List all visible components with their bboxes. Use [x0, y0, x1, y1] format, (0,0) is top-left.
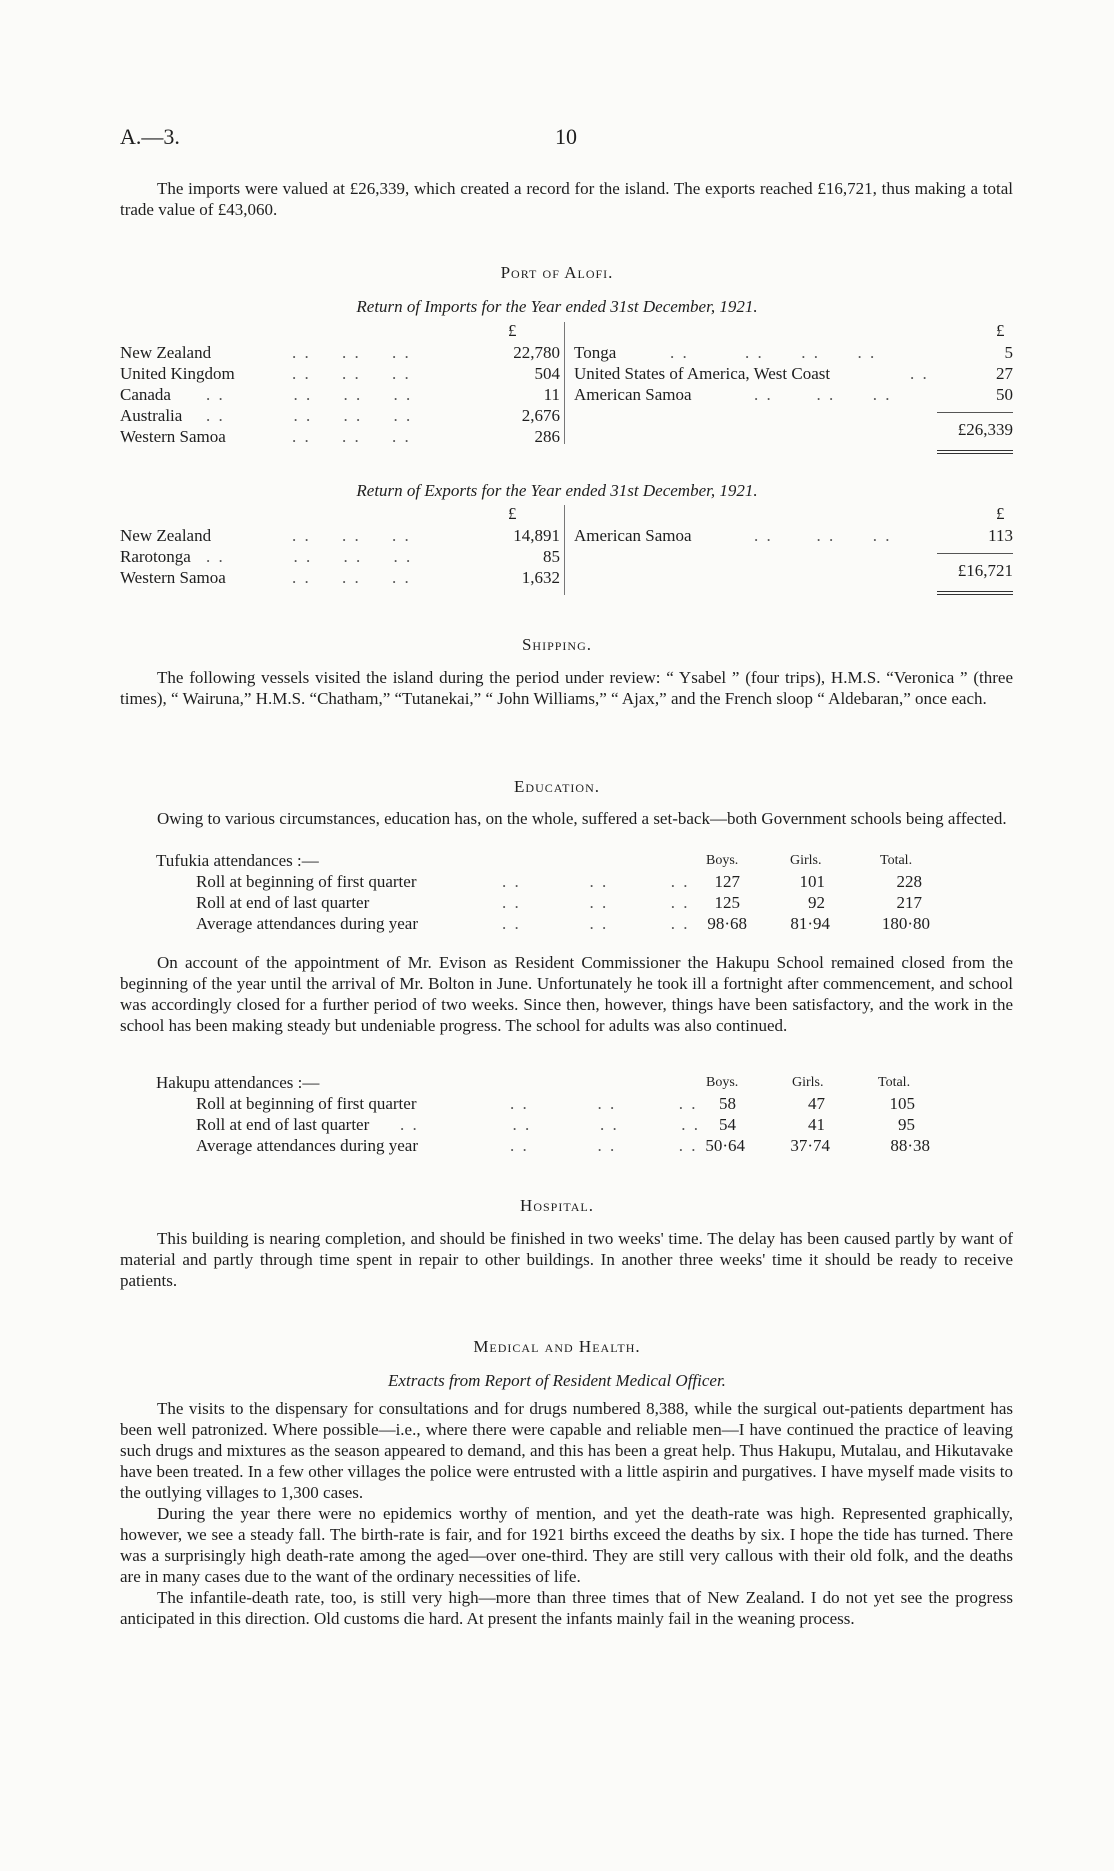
leader-dots: . . . . . . [292, 427, 411, 446]
medical-heading: Medical and Health. [473, 1337, 641, 1356]
imports-table [120, 320, 1013, 470]
import-country: United Kingdom [120, 364, 235, 383]
import-row [574, 384, 1013, 405]
education-text-1: Owing to various circumstances, education has, on the whole, suffered a set-back—both Government schools being affected. [157, 809, 1007, 828]
export-value: 1,632 [521, 568, 560, 587]
exports-total-row [574, 560, 1013, 581]
column-total: Total. [880, 853, 913, 868]
exports-left-currency: £ [508, 504, 517, 523]
row-label: Roll at beginning of first quarter [196, 1094, 417, 1113]
exports-left-list [120, 525, 560, 588]
boys-value: 127 [714, 872, 740, 891]
import-country: Australia [120, 406, 183, 425]
row-label: Roll at end of last quarter [196, 1115, 370, 1134]
tufukia-row [120, 892, 1013, 913]
hakupu-header-row [120, 1072, 1013, 1093]
import-value: 5 [1004, 343, 1013, 362]
export-country: Western Samoa [120, 568, 226, 587]
education-text-2: On account of the appointment of Mr. Evison as Resident Commissioner the Hakupu School remained closed from the beginning of the year until the arrival of Mr. Bolton in June. Unfortunately he took ill a fortnight after commencement, and school was accordingly closed for a further period of two weeks. Since then, however, things have been satisfactory, and the work in the school has been making steady but undeniable progress. The school for adults was also continued. [120, 953, 1013, 1035]
leader-dots: . . [910, 364, 929, 383]
girls-value: 47 [808, 1094, 825, 1113]
imports-divider [564, 322, 565, 444]
import-value: 286 [534, 427, 560, 446]
hakupu-row [120, 1135, 1013, 1156]
boys-value: 54 [719, 1115, 736, 1134]
medical-text-2: During the year there were no epidemics worthy of mention, and yet the death-rate was high. Represented graphically, however, we see a steady fall. The birth-rate is fair, and for 1921 births exceed the deaths by six. I hope the tide has turned. There was a surprisingly high death-rate among the aged—over one-third. They are still very callous with their old folk, and the deaths are in many cases due to the want of the ordinary necessities of life. [120, 1504, 1013, 1586]
total-rule [937, 450, 1013, 451]
medical-caption: Extracts from Report of Resident Medical Officer. [388, 1371, 726, 1390]
total-value: 95 [898, 1115, 915, 1134]
import-row [574, 363, 1013, 384]
leader-dots: . . . . . . . . [206, 385, 413, 404]
import-value: 11 [543, 385, 560, 404]
import-country: Western Samoa [120, 427, 226, 446]
document-reference: A.—3. [120, 124, 180, 149]
import-row [120, 342, 560, 363]
leader-dots: . . . . . . [754, 385, 892, 404]
tufukia-header-row [120, 850, 1013, 871]
hakupu-table [120, 1072, 1013, 1158]
imports-right-currency: £ [996, 321, 1005, 340]
export-country: Rarotonga [120, 547, 191, 566]
import-value: 50 [996, 385, 1013, 404]
export-country: American Samoa [574, 526, 692, 545]
intro-paragraph [120, 178, 1013, 220]
row-label: Average attendances during year [196, 914, 418, 933]
import-row [120, 405, 560, 426]
export-row [574, 525, 1013, 546]
intro-text: The imports were valued at £26,339, which created a record for the island. The exports reached £16,721, thus making a total trade value of £43,060. [120, 179, 1013, 219]
import-country: New Zealand [120, 343, 212, 362]
import-value: 22,780 [513, 343, 560, 362]
import-row [120, 384, 560, 405]
total-value: 88·38 [890, 1136, 930, 1155]
tufukia-table [120, 850, 1013, 936]
export-value: 85 [543, 547, 560, 566]
leader-dots: . . . . . . [502, 914, 690, 933]
hospital-heading: Hospital. [520, 1196, 594, 1215]
medical-text-1: The visits to the dispensary for consultations and for drugs numbered 8,388, while the surgical out-patients department has been well patronized. Where possible—i.e., where there were capable and reliable men—I have continued the practice of leaving such drugs and mixtures as the season appeared to demand, and this has been a great help. Thus Hakupu, Mutalau, and Hikutavake have been treated. In a few other villages the police were entrusted with a little aspirin and purgatives. I have myself made visits to the outlying villages to 1,300 cases. [120, 1399, 1013, 1502]
import-country: Canada [120, 385, 171, 404]
import-value: 504 [534, 364, 560, 383]
column-boys: Boys. [706, 1075, 739, 1090]
exports-caption: Return of Exports for the Year ended 31st December, 1921. [356, 481, 758, 500]
import-country: United States of America, West Coast [574, 364, 831, 383]
exports-total: £16,721 [957, 561, 1013, 580]
medical-text-3: The infantile-death rate, too, is still very high—more than three times that of New Zealand. I do not yet see the progress anticipated in this direction. Old customs die hard. At present the infants mainly fail in the weaning process. [120, 1588, 1013, 1628]
leader-dots: . . . . . . [292, 343, 411, 362]
boys-value: 58 [719, 1094, 736, 1113]
hospital-paragraph [120, 1228, 1013, 1291]
exports-table [120, 503, 1013, 613]
total-value: 217 [896, 893, 922, 912]
hakupu-row [120, 1114, 1013, 1135]
boys-value: 125 [714, 893, 740, 912]
imports-total: £26,339 [957, 420, 1013, 439]
shipping-heading: Shipping. [521, 635, 593, 654]
row-label: Roll at beginning of first quarter [196, 872, 417, 891]
imports-left-list [120, 342, 560, 447]
import-row [120, 426, 560, 447]
boys-value: 50·64 [705, 1136, 745, 1155]
girls-value: 81·94 [790, 914, 830, 933]
leader-dots: . . . . . . [292, 526, 411, 545]
import-row [574, 342, 1013, 363]
subtotal-rule [937, 412, 1013, 413]
export-row [120, 525, 560, 546]
total-rule [937, 453, 1013, 454]
tufukia-row [120, 913, 1013, 934]
imports-left-currency: £ [508, 321, 517, 340]
leader-dots: . . . . . . . . [206, 547, 413, 566]
hakupu-label: Hakupu attendances :— [156, 1073, 320, 1092]
tufukia-row [120, 871, 1013, 892]
girls-value: 101 [799, 872, 825, 891]
column-girls: Girls. [792, 1075, 824, 1090]
column-boys: Boys. [706, 853, 739, 868]
boys-value: 98·68 [707, 914, 747, 933]
medical-paragraphs [120, 1398, 1013, 1629]
leader-dots: . . . . . . [510, 1094, 698, 1113]
girls-value: 37·74 [790, 1136, 830, 1155]
leader-dots: . . . . . . . . [400, 1115, 700, 1134]
row-label: Average attendances during year [196, 1136, 418, 1155]
hospital-text: This building is nearing completion, and should be finished in two weeks' time. The delay has been caused partly by want of material and partly through time spent in repair to other buildings. In another three weeks' time it should be ready to receive patients. [120, 1229, 1013, 1290]
total-value: 228 [896, 872, 922, 891]
export-row [120, 546, 560, 567]
import-value: 27 [996, 364, 1013, 383]
exports-right-list [574, 525, 1013, 580]
education-paragraph-2 [120, 952, 1013, 1036]
row-label: Roll at end of last quarter [196, 893, 370, 912]
leader-dots: . . . . . . [502, 893, 690, 912]
export-row [120, 567, 560, 588]
column-total: Total. [878, 1075, 911, 1090]
port-heading: Port of Alofi. [500, 263, 614, 282]
exports-right-currency: £ [996, 504, 1005, 523]
education-paragraph-1 [120, 808, 1013, 829]
tufukia-label: Tufukia attendances :— [156, 851, 319, 870]
import-value: 2,676 [521, 406, 560, 425]
shipping-paragraph [120, 667, 1013, 709]
exports-divider [564, 505, 565, 595]
leader-dots: . . . . . . [292, 364, 411, 383]
import-country: Tonga [574, 343, 617, 362]
export-value: 113 [988, 526, 1013, 545]
girls-value: 41 [808, 1115, 825, 1134]
girls-value: 92 [808, 893, 825, 912]
page-number: 10 [555, 124, 577, 149]
imports-total-row [574, 419, 1013, 440]
leader-dots: . . . . . . . . [206, 406, 413, 425]
hakupu-row [120, 1093, 1013, 1114]
total-value: 105 [889, 1094, 915, 1113]
leader-dots: . . . . . . [754, 526, 892, 545]
leader-dots: . . . . . . [510, 1136, 698, 1155]
export-value: 14,891 [513, 526, 560, 545]
imports-right-list [574, 342, 1013, 439]
column-girls: Girls. [790, 853, 822, 868]
import-country: American Samoa [574, 385, 692, 404]
import-row [120, 363, 560, 384]
total-rule [937, 594, 1013, 595]
imports-caption: Return of Imports for the Year ended 31st December, 1921. [356, 297, 758, 316]
education-heading: Education. [514, 777, 600, 796]
leader-dots: . . . . . . [502, 872, 690, 891]
export-country: New Zealand [120, 526, 212, 545]
total-value: 180·80 [881, 914, 930, 933]
shipping-text: The following vessels visited the island during the period under review: “ Ysabel ” (four trips), H.M.S. “Veronica ” (three times), “ Wairuna,” H.M.S. “Chatham,” “Tutanekai,” “ John Williams,” “ Ajax,” and the French sloop “ Aldebaran,” once each. [120, 668, 1013, 708]
leader-dots: . . . . . . [292, 568, 411, 587]
leader-dots: . . . . . . . . [670, 343, 877, 362]
subtotal-rule [937, 553, 1013, 554]
total-rule [937, 591, 1013, 592]
